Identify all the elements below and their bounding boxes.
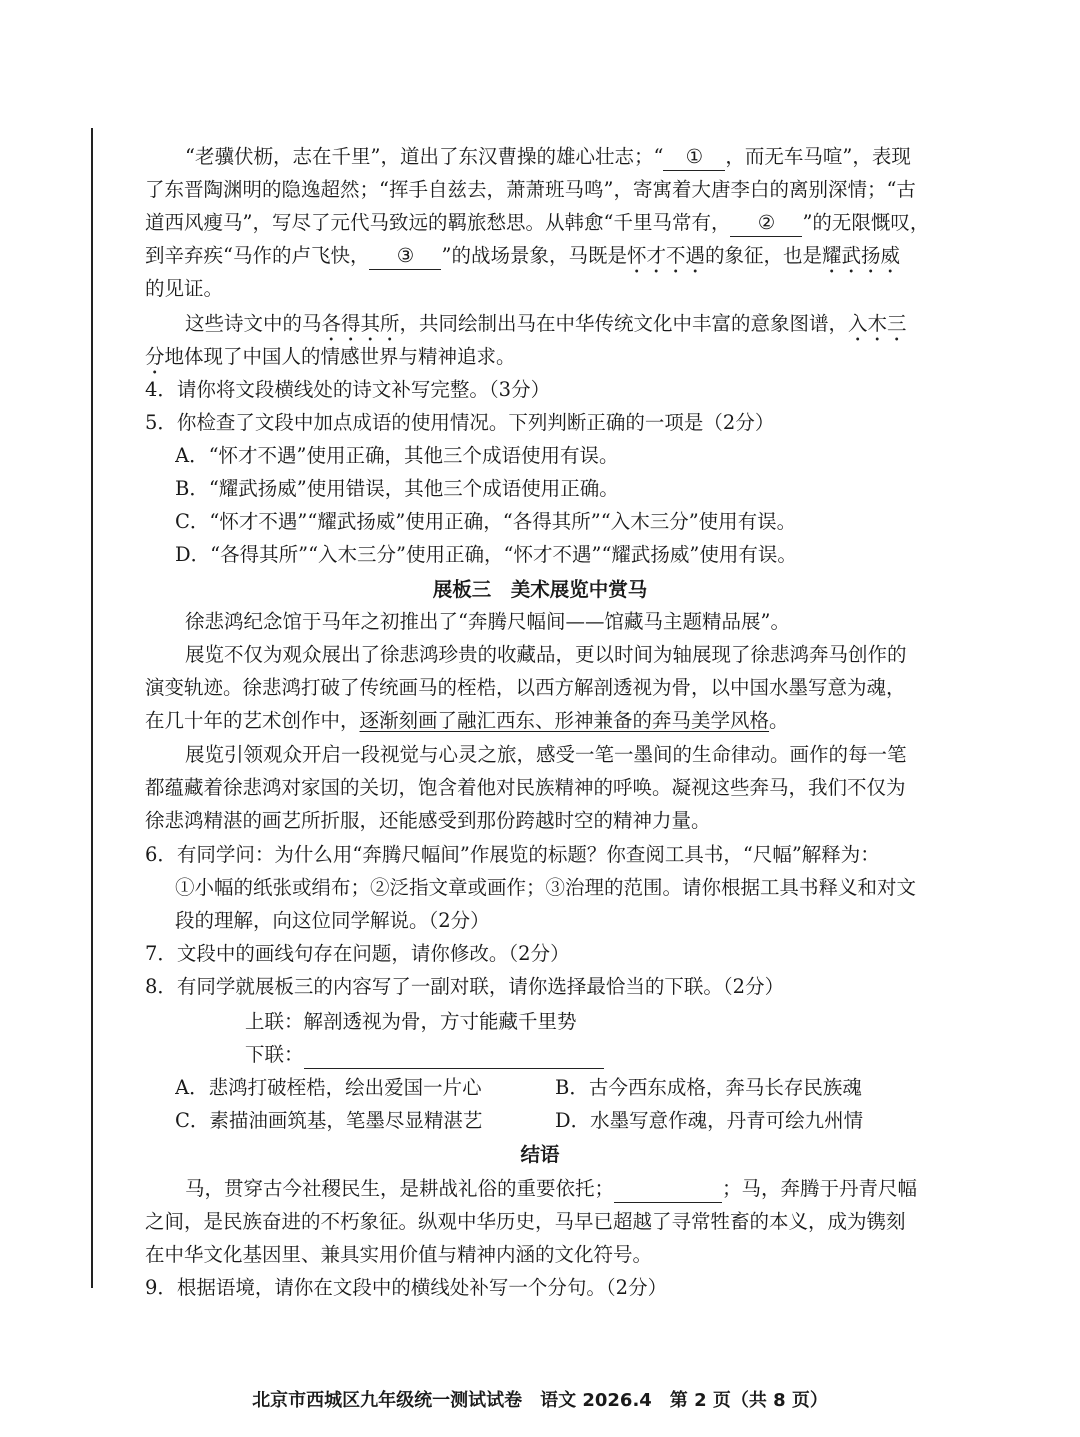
q5-option-c: C．“怀才不遇”“耀武扬威”使用正确，“各得其所”“入木三分”使用有误。 [175, 510, 797, 533]
poem-paragraph-line-5: 的见证。 [145, 277, 224, 300]
conclusion-line-3: 在中华文化基因里、兼具实用价值与精神内涵的文化符号。 [145, 1243, 653, 1266]
q8-option-d: D．水墨写意作魂，丹青可绘九州情 [555, 1109, 864, 1132]
exhibit-paragraph-2-line-2: 演变轨迹。徐悲鸿打破了传统画马的桎梏，以西方解剖透视为骨，以中国水墨写意为魂， [145, 676, 906, 699]
poem-paragraph-line-2: 了东晋陶渊明的隐逸超然；“挥手自兹去，萧萧班马鸣”，寄寓着大唐李白的离别深情；“古 [145, 178, 916, 201]
question-4: 4．请你将文段横线处的诗文补写完整。（3分） [145, 378, 551, 401]
question-6-line-3: 段的理解，向这位同学解说。（2分） [175, 909, 490, 932]
underlined-sentence: 逐渐刻画了融汇西东、形神兼备的奔马美学风格 [359, 709, 770, 732]
poem-paragraph-line-1: “老骥伏枥，志在千里”，道出了东汉曹操的雄心壮志；“ ① ，而无车马喧”，表现 [185, 140, 1030, 174]
conclusion-line-2: 之间，是民族奋进的不朽象征。纵观中华历史，马早已超越了寻常牲畜的本义，成为镌刻 [145, 1210, 906, 1233]
exhibit-paragraph-2-line-3: 在几十年的艺术创作中，逐渐刻画了融汇西东、形神兼备的奔马美学风格。 [145, 709, 789, 732]
dotted-idiom: 怀才不遇 [626, 244, 705, 267]
conclusion-blank [614, 1176, 722, 1203]
question-5: 5．你检查了文段中加点成语的使用情况。下列判断正确的一项是（2分） [145, 411, 775, 434]
poem-paragraph-line-3: 道西风瘦马”，写尽了元代马致远的羁旅愁思。从韩愈“千里马常有， ② ”的无限慨叹， [145, 206, 990, 240]
binding-margin-line [91, 128, 93, 1288]
q8-options-row-2 [175, 1104, 1020, 1138]
q5-option-d: D．“各得其所”“入木三分”使用正确，“怀才不遇”“耀武扬威”使用有误。 [175, 543, 797, 566]
dotted-idiom: 耀武扬威 [822, 244, 901, 267]
poem-paragraph-line-4: 到辛弃疾“马作的卢飞快， ③ ”的战场景象，马既是怀才不遇的象征，也是耀武扬威 [145, 239, 990, 273]
couplet-upper: 上联：解剖透视为骨，方寸能藏千里势 [245, 1010, 577, 1033]
q5-option-b: B．“耀武扬威”使用错误，其他三个成语使用正确。 [175, 477, 619, 500]
blank-1: ① [663, 144, 725, 171]
question-6-line-1: 6．有同学问：为什么用“奔腾尺幅间”作展览的标题？你查阅工具书，“尺幅”解释为： [145, 843, 880, 866]
q8-option-b: B．古今西东成格，奔马长存民族魂 [555, 1076, 862, 1099]
exhibit-paragraph-3-line-1: 展览引领观众开启一段视觉与心灵之旅，感受一笔一墨间的生命律动。画作的每一笔 [185, 743, 907, 766]
summary-paragraph-line-2: 分地体现了中国人的情感世界与精神追求。 [145, 345, 516, 368]
conclusion-line-1: 马，贯穿古今社稷民生，是耕战礼俗的重要依托； ；马，奔腾于丹青尺幅 [185, 1172, 1030, 1206]
dotted-idiom: 入木三 [848, 312, 907, 335]
section-3-title: 展板三 美术展览中赏马 [432, 578, 648, 601]
blank-3: ③ [369, 243, 441, 270]
blank-2: ② [730, 210, 802, 237]
couplet-lower-blank [304, 1042, 604, 1069]
q8-option-a: A．悲鸿打破桎梏，绘出爱国一片心 [175, 1076, 482, 1099]
page-footer: 北京市西城区九年级统一测试试卷 语文 2026.4 第 2 页（共 8 页） [252, 1390, 828, 1411]
q5-option-a: A．“怀才不遇”使用正确，其他三个成语使用有误。 [175, 444, 619, 467]
summary-paragraph-line-1: 这些诗文中的马各得其所，共同绘制出马在中华传统文化中丰富的意象图谱，入木三 [185, 312, 907, 335]
exhibit-paragraph-2-line-1: 展览不仅为观众展出了徐悲鸿珍贵的收藏品，更以时间为轴展现了徐悲鸿奔马创作的 [185, 643, 907, 666]
couplet-lower: 下联： [245, 1038, 1080, 1072]
exhibit-paragraph-3-line-3: 徐悲鸿精湛的画艺所折服，还能感受到那份跨越时空的精神力量。 [145, 809, 711, 832]
question-6-line-2: ①小幅的纸张或绢布；②泛指文章或画作；③治理的范围。请你根据工具书释义和对文 [175, 876, 917, 899]
question-9: 9．根据语境，请你在文段中的横线处补写一个分句。（2分） [145, 1276, 668, 1299]
dotted-idiom: 各得其所 [321, 312, 400, 335]
q8-option-c: C．素描油画筑基，笔墨尽显精湛艺 [175, 1109, 483, 1132]
exhibit-paragraph-3-line-2: 都蕴藏着徐悲鸿对家国的关切，饱含着他对民族精神的呼唤。凝视这些奔马，我们不仅为 [145, 776, 906, 799]
question-7: 7．文段中的画线句存在问题，请你修改。（2分） [145, 942, 570, 965]
exhibit-intro: 徐悲鸿纪念馆于马年之初推出了“奔腾尺幅间——馆藏马主题精品展”。 [185, 610, 790, 633]
q8-options-row-1 [175, 1071, 1020, 1105]
conclusion-title: 结语 [520, 1143, 560, 1166]
question-8: 8．有同学就展板三的内容写了一副对联，请你选择最恰当的下联。（2分） [145, 975, 785, 998]
